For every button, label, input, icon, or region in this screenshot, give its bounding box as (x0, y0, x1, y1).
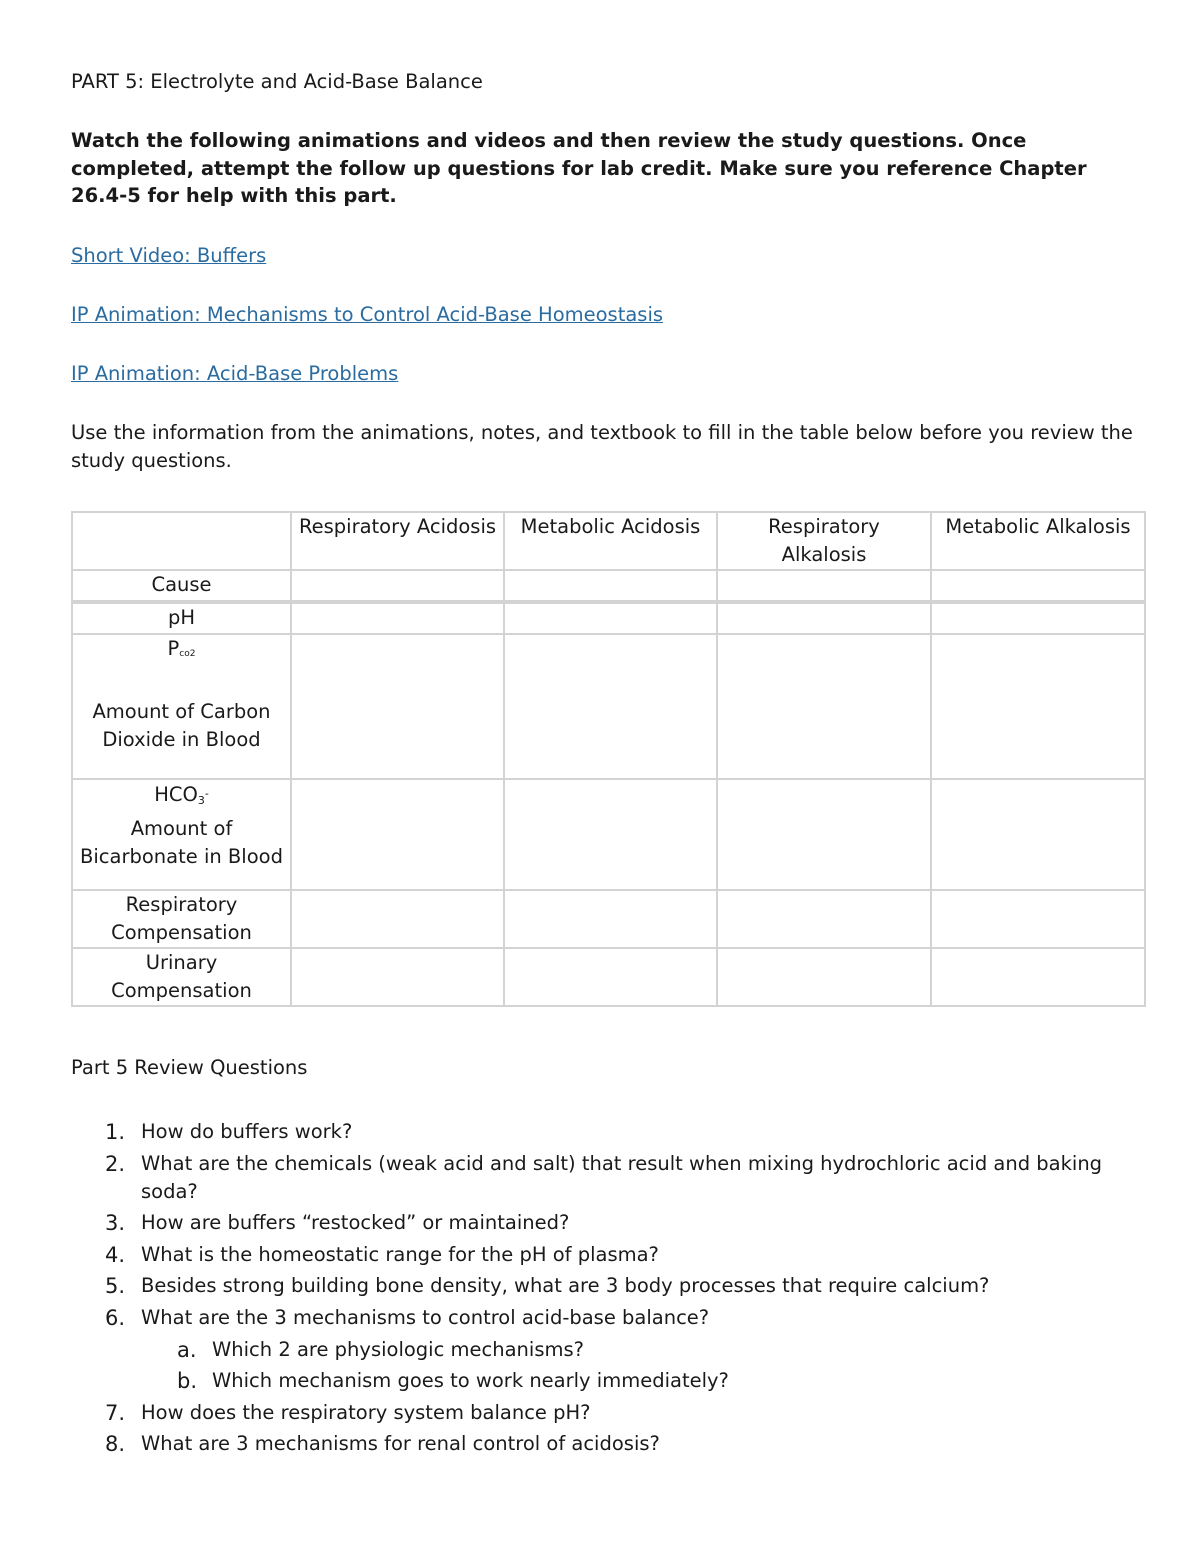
table-row-cause (72, 570, 1145, 602)
question-item: 2. What are the chemicals (weak acid and salt) that result when mixing hydrochloric acid and baking soda? (105, 1151, 1103, 1203)
cell-urincomp-resp-acidosis[interactable] (291, 948, 504, 1006)
cell-urincomp-met-acidosis[interactable] (504, 948, 717, 1006)
row-label-ph: pH (72, 602, 291, 634)
table-row-hco3 (72, 779, 1145, 890)
cell-respcomp-resp-alkalosis[interactable] (717, 890, 931, 948)
cell-cause-met-alkalosis[interactable] (931, 570, 1145, 602)
cell-urincomp-met-alkalosis[interactable] (931, 948, 1145, 1006)
cell-pco2-met-acidosis[interactable] (504, 634, 717, 779)
question-item: 6. What are the 3 mechanisms to control acid-base balance? a. Which 2 are physiologic mechanisms? b. Which mechanism goes to work nearly immediately? (71, 1304, 1146, 1396)
part-title: PART 5: Electrolyte and Acid-Base Balance (71, 70, 483, 93)
cell-hco3-resp-alkalosis[interactable] (717, 779, 931, 890)
question-sub-list (141, 1336, 1146, 1396)
row-label-urinary-compensation: Urinary Compensation (72, 948, 291, 1006)
cell-hco3-met-acidosis[interactable] (504, 779, 717, 890)
question-item: 3. How are buffers “restocked” or maintained? (105, 1211, 570, 1235)
link-acid-base-problems[interactable]: IP Animation: Acid-Base Problems (71, 361, 399, 385)
question-item: 7. How does the respiratory system balance pH? (105, 1400, 591, 1425)
table-header-row (72, 512, 1145, 570)
table-instructions: Use the information from the animations, notes, and textbook to fill in the table below before you review the study questions. (71, 420, 1133, 472)
header-metabolic-acidosis: Metabolic Acidosis (504, 512, 717, 570)
cell-respcomp-met-acidosis[interactable] (504, 890, 717, 948)
cell-ph-resp-acidosis[interactable] (291, 602, 504, 634)
cell-pco2-resp-acidosis[interactable] (291, 634, 504, 779)
cell-ph-resp-alkalosis[interactable] (717, 602, 931, 634)
question-item: 8. What are 3 mechanisms for renal control of acidosis? (105, 1432, 660, 1456)
table-row-urinary-compensation (72, 948, 1145, 1006)
cell-hco3-met-alkalosis[interactable] (931, 779, 1145, 890)
row-label-hco3 (72, 779, 291, 890)
link-mechanisms-animation[interactable]: IP Animation: Mechanisms to Control Acid-Base Homeostasis (71, 302, 664, 326)
question-item: 5. Besides strong building bone density, what are 3 body processes that require calcium? (105, 1274, 990, 1298)
pco2-label: Amount of Carbon Dioxide in Blood (92, 700, 271, 751)
question-item: 4. What is the homeostatic range for the pH of plasma? (105, 1242, 659, 1267)
table-row-pco2 (72, 634, 1145, 779)
cell-respcomp-resp-acidosis[interactable] (291, 890, 504, 948)
review-questions-list (71, 1118, 1146, 1462)
cell-cause-resp-acidosis[interactable] (291, 570, 504, 602)
cell-urincomp-resp-alkalosis[interactable] (717, 948, 931, 1006)
document-page (71, 68, 1146, 1456)
question-item: 1. How do buffers work? (105, 1120, 353, 1144)
table-row-ph (72, 602, 1145, 634)
row-label-pco2 (72, 634, 291, 779)
cell-pco2-resp-alkalosis[interactable] (717, 634, 931, 779)
header-respiratory-acidosis: Respiratory Acidosis (291, 512, 504, 570)
hco3-label: Amount of Bicarbonate in Blood (80, 817, 283, 868)
cell-hco3-resp-acidosis[interactable] (291, 779, 504, 890)
cell-ph-met-acidosis[interactable] (504, 602, 717, 634)
row-label-cause: Cause (72, 570, 291, 602)
cell-ph-met-alkalosis[interactable] (931, 602, 1145, 634)
pco2-symbol: Pco2 (167, 637, 196, 660)
header-empty-cell (72, 512, 291, 570)
review-questions-title: Part 5 Review Questions (71, 1056, 308, 1079)
intro-paragraph: Watch the following animations and videos and then review the study questions. Once completed, attempt the follow up questions for lab credit. Make sure you reference Chapter 26.4-5 for help with this part. (71, 129, 1087, 207)
cell-pco2-met-alkalosis[interactable] (931, 634, 1145, 779)
cell-respcomp-met-alkalosis[interactable] (931, 890, 1145, 948)
sub-question-item: a. Which 2 are physiologic mechanisms? (177, 1337, 584, 1362)
header-respiratory-alkalosis: Respiratory Alkalosis (717, 512, 931, 570)
row-label-respiratory-compensation: Respiratory Compensation (72, 890, 291, 948)
cell-cause-met-acidosis[interactable] (504, 570, 717, 602)
acid-base-table (71, 511, 1146, 1007)
hco3-symbol: HCO3- (154, 783, 209, 807)
link-short-video-buffers[interactable]: Short Video: Buffers (71, 243, 267, 267)
header-metabolic-alkalosis: Metabolic Alkalosis (931, 512, 1145, 570)
sub-question-item: b. Which mechanism goes to work nearly immediately? (177, 1369, 729, 1393)
cell-cause-resp-alkalosis[interactable] (717, 570, 931, 602)
table-row-respiratory-compensation (72, 890, 1145, 948)
